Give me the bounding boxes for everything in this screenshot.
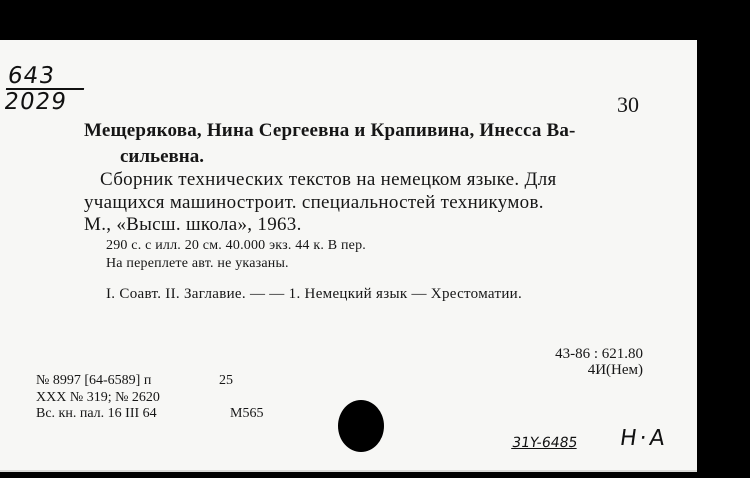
footer-registration-price: 25 (219, 373, 233, 388)
handwritten-accession-number (511, 435, 579, 451)
note-line: На переплете авт. не указаны. (106, 256, 289, 271)
collation-line: 290 с. с илл. 20 см. 40.000 экз. 44 к. В пер. (106, 238, 366, 253)
author-heading-line2: сильевна. (120, 146, 204, 167)
classification-number: 43-86 : 621.80 (555, 346, 643, 362)
card-number: 30 (617, 92, 639, 117)
handwritten-shelf-mark (2, 64, 87, 114)
footer-registration-line3: Вс. кн. пал. 16 III 64 (36, 406, 157, 421)
catalog-card (0, 40, 697, 472)
title-line1: Сборник технических текстов на немецком языке. Для (100, 169, 557, 190)
imprint-line: М., «Высш. школа», 1963. (84, 214, 302, 235)
footer-registration-line1: № 8997 [64-6589] п (36, 373, 152, 388)
footer-registration-line2: ХХХ № 319; № 2620 (36, 390, 160, 405)
author-heading-line1: Мещерякова, Нина Сергеевна и Крапивина, Инесса Ва- (84, 120, 576, 141)
handwritten-initials: Н·А (618, 426, 670, 451)
card-punch-hole (338, 400, 384, 452)
classification-number-2: 4И(Нем) (587, 362, 643, 378)
shelf-mark-bottom: 2029 (2, 89, 69, 115)
tracings-line: I. Соавт. II. Заглавие. — — 1. Немецкий язык — Хрестоматии. (106, 286, 523, 302)
title-line2: учащихся машиностроит. специальностей техникумов. (84, 192, 544, 213)
footer-registration-code: М565 (230, 406, 264, 421)
accession-text: 31Y-6485 (510, 435, 579, 451)
shelf-mark-top: 643 (6, 64, 88, 90)
